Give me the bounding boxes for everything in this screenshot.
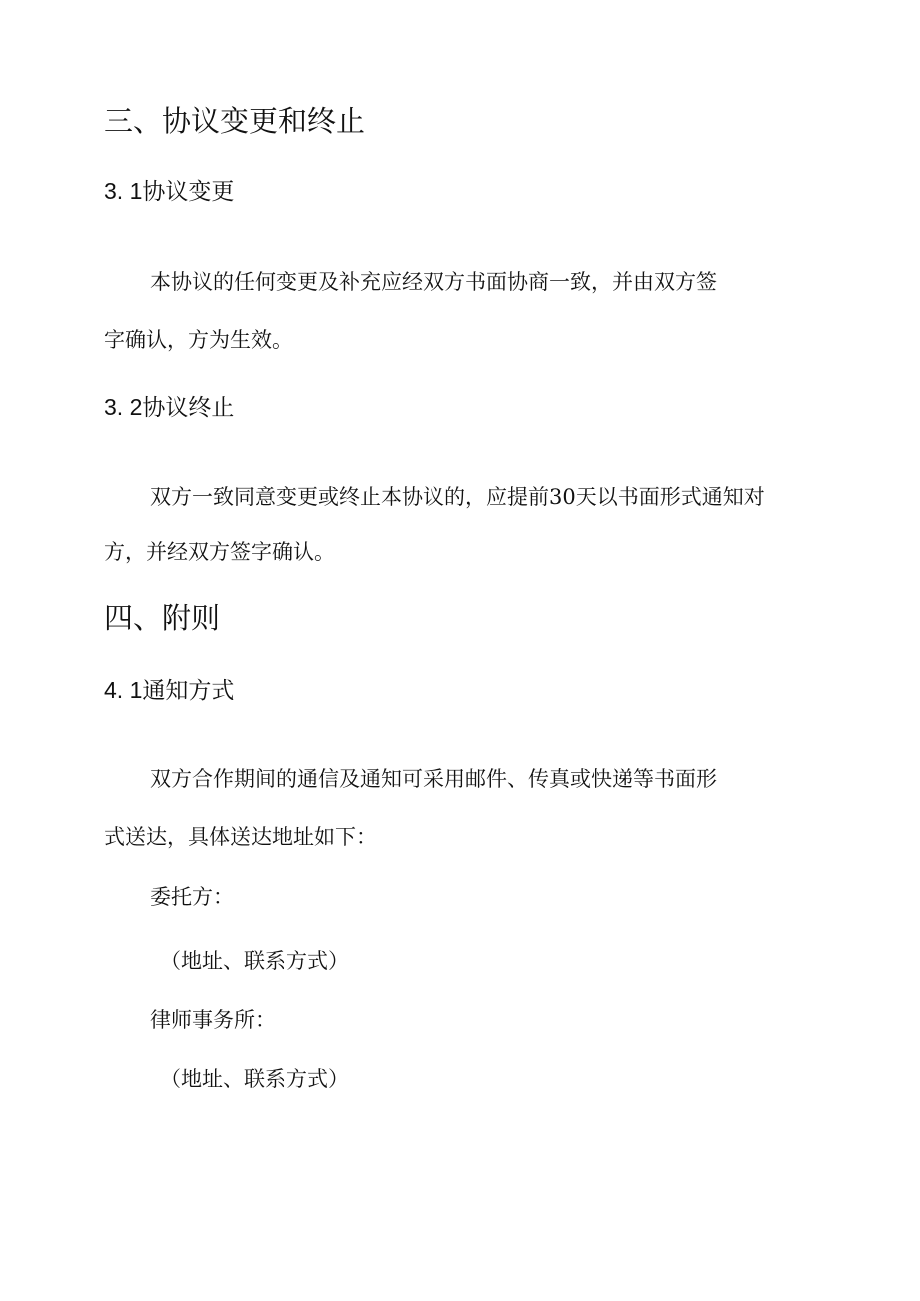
subsection-4-1-number: 4. 1 [104, 677, 143, 703]
paragraph-3-2-line-2: 方，并经双方签字确认。 [104, 540, 335, 564]
subsection-3-1-title: 协议变更 [142, 179, 235, 205]
law-firm-address: （地址、联系方式） [160, 1067, 349, 1091]
client-label: 委托方： [150, 885, 234, 909]
subsection-3-1-heading [104, 180, 234, 204]
section-3-heading: 三、协议变更和终止 [104, 104, 366, 138]
subsection-3-1-number: 3. 1 [104, 178, 143, 204]
subsection-4-1-heading [104, 679, 234, 703]
paragraph-3-1-line-1: 本协议的任何变更及补充应经双方书面协商一致，并由双方签 [150, 270, 717, 294]
paragraph-4-1-line-1: 双方合作期间的通信及通知可采用邮件、传真或快递等书面形 [150, 767, 717, 791]
subsection-3-2-title: 协议终止 [142, 395, 235, 421]
paragraph-4-1-line-2: 式送达，具体送达地址如下： [104, 825, 377, 849]
law-firm-label: 律师事务所： [150, 1008, 276, 1032]
client-address: （地址、联系方式） [160, 949, 349, 973]
section-4-heading: 四、附则 [104, 601, 221, 635]
subsection-4-1-title: 通知方式 [142, 678, 235, 704]
paragraph-3-1-line-2: 字确认，方为生效。 [104, 328, 293, 352]
paragraph-3-2-line-1: 双方一致同意变更或终止本协议的，应提前30天以书面形式通知对 [150, 485, 765, 509]
subsection-3-2-number: 3. 2 [104, 394, 143, 420]
subsection-3-2-heading [104, 396, 234, 420]
